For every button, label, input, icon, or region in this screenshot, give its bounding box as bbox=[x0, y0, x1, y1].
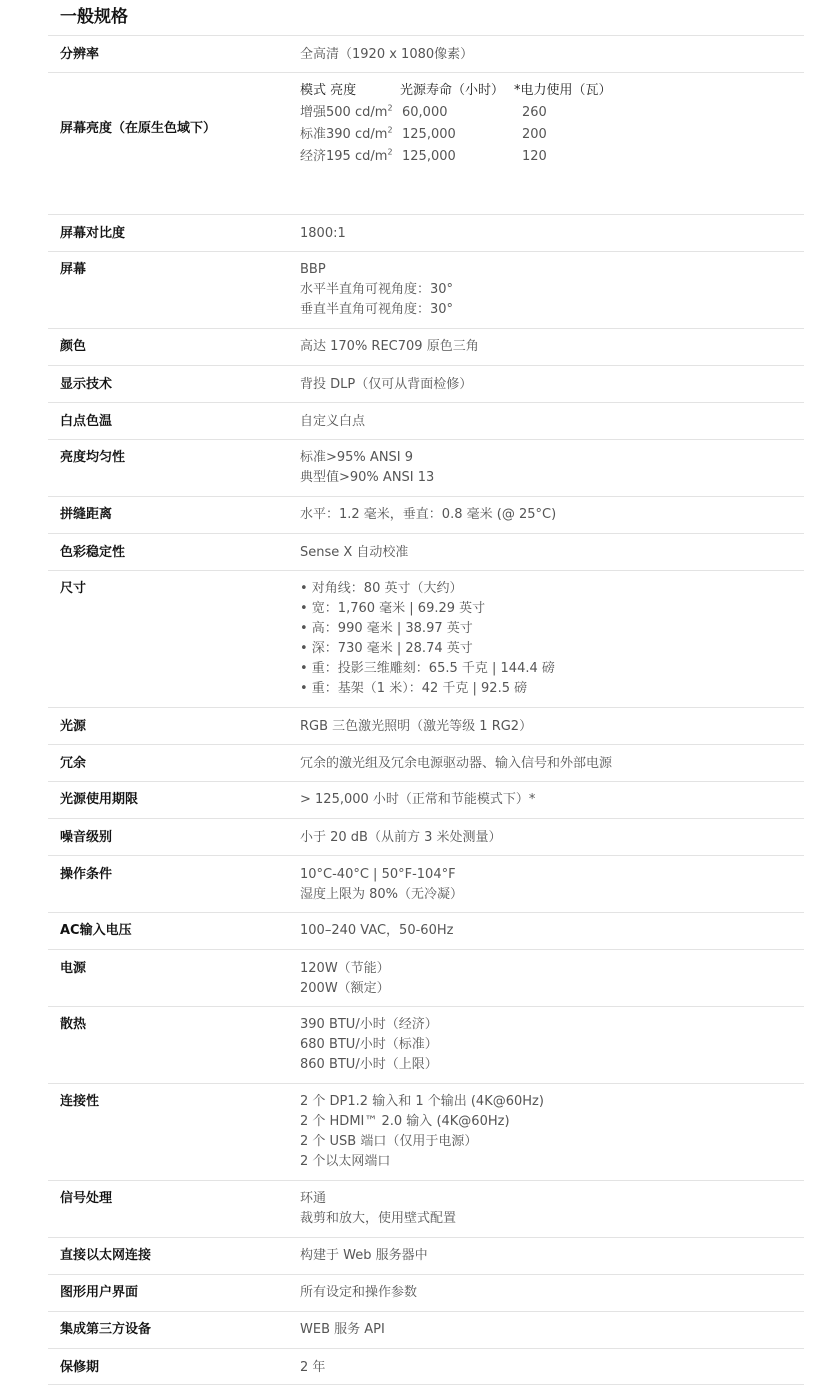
spec-value-line: 水平半直角可视角度：30° bbox=[300, 282, 454, 297]
spec-value-line: 所有设定和操作参数 bbox=[300, 1285, 418, 1300]
spec-label: 冗余 bbox=[60, 756, 87, 771]
spec-row bbox=[48, 1274, 804, 1311]
spec-row bbox=[48, 496, 804, 533]
spec-row bbox=[48, 1348, 804, 1385]
brightness-mode-cell bbox=[300, 124, 402, 146]
spec-label: 图形用户界面 bbox=[60, 1285, 139, 1300]
spec-value bbox=[300, 745, 804, 781]
spec-label: 散热 bbox=[60, 1017, 87, 1032]
spec-value-line: 高达 170% REC709 原色三角 bbox=[300, 339, 479, 354]
brightness-unit: cd/m bbox=[354, 127, 388, 142]
spec-table bbox=[48, 35, 804, 1385]
spec-value bbox=[300, 1007, 804, 1083]
power-usage-cell: 200 bbox=[522, 127, 547, 142]
brightness-value: 500 bbox=[326, 105, 351, 120]
spec-row bbox=[48, 1083, 804, 1180]
lamp-life-cell: 60,000 bbox=[402, 105, 448, 120]
spec-row bbox=[48, 707, 804, 744]
brightness-unit-exponent: 2 bbox=[387, 147, 393, 157]
spec-label: 集成第三方设备 bbox=[60, 1322, 152, 1337]
spec-value bbox=[300, 571, 804, 707]
power-usage-cell: 260 bbox=[522, 105, 547, 120]
spec-label: 拼缝距离 bbox=[60, 507, 113, 522]
spec-value-line: 200W（额定） bbox=[300, 981, 390, 996]
spec-value bbox=[300, 73, 804, 214]
spec-label: 电源 bbox=[60, 961, 87, 976]
spec-value-line: 680 BTU/小时（标准） bbox=[300, 1037, 438, 1052]
spec-value bbox=[300, 497, 804, 533]
brightness-unit-exponent: 2 bbox=[387, 103, 393, 113]
spec-value bbox=[300, 950, 804, 1006]
spec-value-line: 100–240 VAC，50-60Hz bbox=[300, 923, 454, 938]
spec-label: 操作条件 bbox=[60, 867, 113, 882]
spec-label: 尺寸 bbox=[60, 581, 87, 596]
spec-value-line: 标准>95% ANSI 9 bbox=[300, 450, 414, 465]
brightness-header-cell: *电力使用（瓦） bbox=[514, 83, 612, 98]
spec-value bbox=[300, 1275, 804, 1311]
spec-label: 信号处理 bbox=[60, 1191, 113, 1206]
spec-label: 分辨率 bbox=[60, 47, 100, 62]
brightness-mode: 经济 bbox=[300, 149, 327, 164]
brightness-table-row bbox=[300, 124, 804, 146]
power-usage-cell: 120 bbox=[522, 149, 547, 164]
spec-row bbox=[48, 214, 804, 251]
spec-label: 噪音级别 bbox=[60, 830, 113, 845]
brightness-table-row bbox=[300, 146, 804, 168]
spec-value-line: 860 BTU/小时（上限） bbox=[300, 1057, 438, 1072]
spec-value-line: 390 BTU/小时（经济） bbox=[300, 1017, 438, 1032]
spec-value bbox=[300, 366, 804, 402]
spec-value-line: 全高清（1920 x 1080像素） bbox=[300, 47, 474, 62]
spec-row bbox=[48, 251, 804, 328]
spec-row bbox=[48, 72, 804, 214]
spec-value bbox=[300, 1312, 804, 1348]
spec-value-line: • 宽：1,760 毫米 | 69.29 英寸 bbox=[300, 601, 486, 616]
spec-value bbox=[300, 856, 804, 912]
brightness-value: 390 bbox=[326, 127, 351, 142]
spec-row bbox=[48, 818, 804, 855]
spec-value-line: 环通 bbox=[300, 1191, 327, 1206]
spec-value bbox=[300, 1349, 804, 1384]
brightness-mode: 增强 bbox=[300, 105, 327, 120]
spec-row bbox=[48, 35, 804, 72]
spec-label: 连接性 bbox=[60, 1094, 100, 1109]
spec-label: 显示技术 bbox=[60, 377, 113, 392]
spec-label: 屏幕 bbox=[60, 262, 87, 277]
spec-value-line: > 125,000 小时（正常和节能模式下）* bbox=[300, 792, 536, 807]
spec-value bbox=[300, 440, 804, 496]
spec-label: 保修期 bbox=[60, 1360, 100, 1375]
spec-label: 直接以太网连接 bbox=[60, 1248, 152, 1263]
spec-value-line: 垂直半直角可视角度：30° bbox=[300, 302, 454, 317]
spec-value-line: WEB 服务 API bbox=[300, 1322, 385, 1337]
spec-value-line: 背投 DLP（仅可从背面检修） bbox=[300, 377, 473, 392]
spec-value-line: 2 个 HDMI™ 2.0 输入 (4K@60Hz) bbox=[300, 1114, 510, 1129]
spec-value bbox=[300, 252, 804, 328]
spec-row bbox=[48, 328, 804, 365]
spec-value-line: 2 个以太网端口 bbox=[300, 1154, 391, 1169]
spec-value bbox=[300, 1238, 804, 1274]
spec-row bbox=[48, 855, 804, 912]
spec-value-line: 构建于 Web 服务器中 bbox=[300, 1248, 428, 1263]
spec-label: AC输入电压 bbox=[60, 923, 132, 938]
spec-value bbox=[300, 215, 804, 251]
spec-row bbox=[48, 949, 804, 1006]
brightness-header-cell: 模式 亮度 bbox=[300, 83, 357, 98]
brightness-mode-cell bbox=[300, 146, 402, 168]
brightness-mode: 标准 bbox=[300, 127, 327, 142]
brightness-mode-cell bbox=[300, 102, 402, 124]
spec-value-line: 湿度上限为 80%（无冷凝） bbox=[300, 887, 464, 902]
spec-value-line: • 高：990 毫米 | 38.97 英寸 bbox=[300, 621, 473, 636]
spec-value-line: BBP bbox=[300, 262, 326, 277]
spec-value bbox=[300, 403, 804, 439]
spec-label: 屏幕亮度（在原生色域下） bbox=[60, 121, 217, 136]
spec-label: 颜色 bbox=[60, 339, 87, 354]
spec-row bbox=[48, 744, 804, 781]
spec-value bbox=[300, 534, 804, 570]
spec-value-line: 2 个 DP1.2 输入和 1 个输出 (4K@60Hz) bbox=[300, 1094, 544, 1109]
spec-value bbox=[300, 1084, 804, 1180]
lamp-life-cell: 125,000 bbox=[402, 127, 456, 142]
spec-value bbox=[300, 819, 804, 855]
spec-value bbox=[300, 782, 804, 818]
brightness-value: 195 bbox=[326, 149, 351, 164]
spec-label: 亮度均匀性 bbox=[60, 450, 126, 465]
brightness-table-header bbox=[300, 80, 804, 102]
spec-value bbox=[300, 1181, 804, 1237]
brightness-unit: cd/m bbox=[354, 149, 388, 164]
spec-value-line: 水平：1.2 毫米，垂直：0.8 毫米 (@ 25°C) bbox=[300, 507, 557, 522]
spec-label: 屏幕对比度 bbox=[60, 226, 126, 241]
lamp-life-cell: 125,000 bbox=[402, 149, 456, 164]
spec-value-line: 2 个 USB 端口（仅用于电源） bbox=[300, 1134, 478, 1149]
spec-label: 光源使用期限 bbox=[60, 792, 139, 807]
spec-row bbox=[48, 570, 804, 707]
spec-label: 白点色温 bbox=[60, 414, 113, 429]
spec-value-line: 冗余的激光组及冗余电源驱动器、输入信号和外部电源 bbox=[300, 756, 613, 771]
spec-row bbox=[48, 1006, 804, 1083]
spec-row bbox=[48, 533, 804, 570]
spec-value bbox=[300, 329, 804, 365]
brightness-header-cell: 光源寿命（小时） bbox=[400, 83, 505, 98]
spec-value bbox=[300, 913, 804, 949]
spec-row bbox=[48, 1311, 804, 1348]
brightness-unit-exponent: 2 bbox=[387, 125, 393, 135]
brightness-table-row bbox=[300, 102, 804, 124]
spec-value-line: • 对角线：80 英寸（大约） bbox=[300, 581, 463, 596]
spec-label: 色彩稳定性 bbox=[60, 545, 126, 560]
spec-label: 光源 bbox=[60, 719, 87, 734]
spec-value-line: 裁剪和放大，使用壁式配置 bbox=[300, 1211, 457, 1226]
spec-row bbox=[48, 365, 804, 402]
brightness-unit: cd/m bbox=[354, 105, 388, 120]
page-title: 一般规格 bbox=[60, 7, 128, 27]
spec-row bbox=[48, 402, 804, 439]
spec-value-line: 典型值>90% ANSI 13 bbox=[300, 470, 435, 485]
spec-row bbox=[48, 439, 804, 496]
spec-value-line: Sense X 自动校准 bbox=[300, 545, 409, 560]
spec-value-line: 小于 20 dB（从前方 3 米处测量） bbox=[300, 830, 502, 845]
spec-value-line: 120W（节能） bbox=[300, 961, 390, 976]
spec-value-line: • 深：730 毫米 | 28.74 英寸 bbox=[300, 641, 473, 656]
spec-value bbox=[300, 708, 804, 744]
spec-value-line: 10°C-40°C | 50°F-104°F bbox=[300, 867, 456, 882]
spec-value-line: 1800:1 bbox=[300, 226, 346, 241]
spec-value-line: • 重：基架（1 米）：42 千克 | 92.5 磅 bbox=[300, 681, 528, 696]
spec-value-line: RGB 三色激光照明（激光等级 1 RG2） bbox=[300, 719, 533, 734]
spec-value-line: • 重：投影三维雕刻：65.5 千克 | 144.4 磅 bbox=[300, 661, 555, 676]
spec-row bbox=[48, 1180, 804, 1237]
spec-value-line: 自定义白点 bbox=[300, 414, 366, 429]
spec-value bbox=[300, 36, 804, 72]
spec-value-line: 2 年 bbox=[300, 1360, 326, 1375]
spec-row bbox=[48, 1237, 804, 1274]
spec-row bbox=[48, 912, 804, 949]
spec-row bbox=[48, 781, 804, 818]
